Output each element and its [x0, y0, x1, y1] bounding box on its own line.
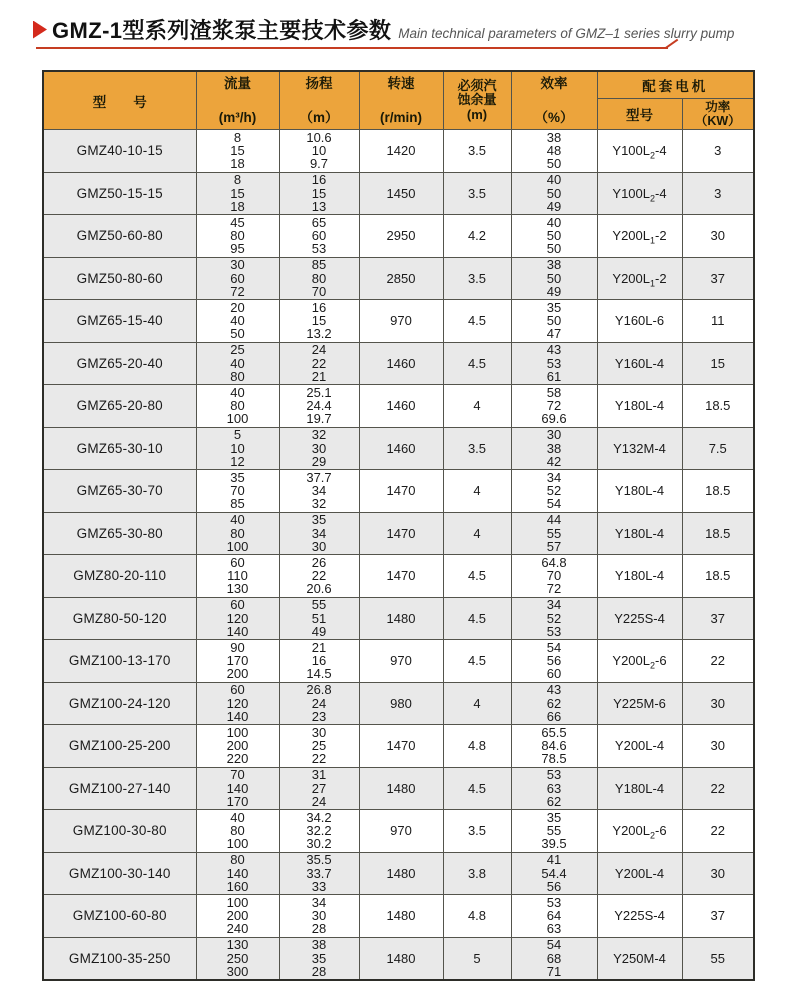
table-row	[43, 130, 754, 173]
npsh-cell: 4.5	[443, 300, 511, 343]
table-row	[43, 385, 754, 428]
motor-model-cell: Y180L-4	[597, 512, 682, 555]
efficiency-cell: 35 50 47	[511, 300, 597, 343]
motor-model-cell: $Y200L_1-2$	[597, 215, 682, 258]
efficiency-cell: 38 48 50	[511, 130, 597, 173]
efficiency-cell: 40 50 50	[511, 215, 597, 258]
speed-cell: 1470	[359, 512, 443, 555]
model-cell: GMZ65-30-80	[43, 512, 196, 555]
efficiency-cell: 30 38 42	[511, 427, 597, 470]
motor-power-cell: 18.5	[682, 512, 754, 555]
motor-power-cell: 7.5	[682, 427, 754, 470]
table-row	[43, 640, 754, 683]
header-speed: 转速 (r/min)	[359, 71, 443, 130]
motor-model-cell: $Y100L_2-4$	[597, 130, 682, 173]
motor-model-cell: Y132M-4	[597, 427, 682, 470]
flow-cell: 8 15 18	[196, 130, 279, 173]
efficiency-cell: 35 55 39.5	[511, 810, 597, 853]
head-cell: 65 60 53	[279, 215, 359, 258]
head-cell: 24 22 21	[279, 342, 359, 385]
header-npsh: 必须汽 蚀余量 (m)	[443, 71, 511, 130]
model-cell: GMZ50-15-15	[43, 172, 196, 215]
head-cell: 55 51 49	[279, 597, 359, 640]
table-row	[43, 342, 754, 385]
efficiency-cell: 43 62 66	[511, 682, 597, 725]
flow-cell: 35 70 85	[196, 470, 279, 513]
table-row	[43, 427, 754, 470]
flow-cell: 90 170 200	[196, 640, 279, 683]
speed-cell: 2850	[359, 257, 443, 300]
efficiency-cell: 64.8 70 72	[511, 555, 597, 598]
head-cell: 31 27 24	[279, 767, 359, 810]
motor-model-cell: Y180L-4	[597, 767, 682, 810]
flow-cell: 40 80 100	[196, 512, 279, 555]
head-cell: 37.7 34 32	[279, 470, 359, 513]
motor-power-cell: 30	[682, 852, 754, 895]
motor-model-cell: Y180L-4	[597, 555, 682, 598]
efficiency-cell: 58 72 69.6	[511, 385, 597, 428]
motor-model-cell: Y180L-4	[597, 385, 682, 428]
efficiency-cell: 38 50 49	[511, 257, 597, 300]
table-row	[43, 852, 754, 895]
motor-model-cell: Y225S-4	[597, 895, 682, 938]
table-header	[43, 71, 754, 130]
motor-power-cell: 30	[682, 725, 754, 768]
efficiency-cell: 53 63 62	[511, 767, 597, 810]
model-cell: GMZ80-20-110	[43, 555, 196, 598]
page-title-english: Main technical parameters of GMZ–1 series slurry pump	[398, 26, 735, 41]
motor-model-cell: Y200L-4	[597, 852, 682, 895]
efficiency-cell: 40 50 49	[511, 172, 597, 215]
speed-cell: 2950	[359, 215, 443, 258]
model-cell: GMZ65-30-10	[43, 427, 196, 470]
header-flow: 流量 (m³/h)	[196, 71, 279, 130]
model-cell: GMZ100-30-80	[43, 810, 196, 853]
table-row	[43, 300, 754, 343]
speed-cell: 970	[359, 300, 443, 343]
header-model: 型 号	[43, 71, 196, 130]
table-body	[43, 130, 754, 981]
model-cell: GMZ50-80-60	[43, 257, 196, 300]
table-row	[43, 767, 754, 810]
motor-power-cell: 22	[682, 810, 754, 853]
speed-cell: 1480	[359, 767, 443, 810]
efficiency-cell: 54 68 71	[511, 937, 597, 980]
npsh-cell: 3.8	[443, 852, 511, 895]
title-bar	[33, 14, 734, 45]
pump-parameters-table	[42, 70, 755, 981]
speed-cell: 1420	[359, 130, 443, 173]
flow-cell: 5 10 12	[196, 427, 279, 470]
efficiency-cell: 44 55 57	[511, 512, 597, 555]
motor-model-cell: Y160L-4	[597, 342, 682, 385]
head-cell: 25.1 24.4 19.7	[279, 385, 359, 428]
speed-cell: 1470	[359, 470, 443, 513]
npsh-cell: 4.2	[443, 215, 511, 258]
efficiency-cell: 65.5 84.6 78.5	[511, 725, 597, 768]
table-row	[43, 937, 754, 980]
head-cell: 10.6 10 9.7	[279, 130, 359, 173]
head-cell: 38 35 28	[279, 937, 359, 980]
model-cell: GMZ65-30-70	[43, 470, 196, 513]
efficiency-cell: 34 52 54	[511, 470, 597, 513]
npsh-cell: 4	[443, 512, 511, 555]
flow-cell: 8 15 18	[196, 172, 279, 215]
speed-cell: 1460	[359, 342, 443, 385]
motor-model-cell: Y225M-6	[597, 682, 682, 725]
npsh-cell: 4.5	[443, 640, 511, 683]
speed-cell: 970	[359, 810, 443, 853]
npsh-cell: 4	[443, 470, 511, 513]
title-underline	[36, 47, 668, 49]
npsh-cell: 3.5	[443, 427, 511, 470]
speed-cell: 1470	[359, 725, 443, 768]
efficiency-cell: 34 52 53	[511, 597, 597, 640]
flow-cell: 60 120 140	[196, 597, 279, 640]
efficiency-cell: 54 56 60	[511, 640, 597, 683]
motor-power-cell: 55	[682, 937, 754, 980]
motor-power-cell: 18.5	[682, 470, 754, 513]
header-motor-model: 型号	[597, 98, 682, 129]
speed-cell: 1450	[359, 172, 443, 215]
head-cell: 21 16 14.5	[279, 640, 359, 683]
npsh-cell: 4.5	[443, 555, 511, 598]
head-cell: 34.2 32.2 30.2	[279, 810, 359, 853]
speed-cell: 1480	[359, 937, 443, 980]
table-row	[43, 725, 754, 768]
head-cell: 30 25 22	[279, 725, 359, 768]
model-cell: GMZ65-20-80	[43, 385, 196, 428]
flow-cell: 60 120 140	[196, 682, 279, 725]
motor-power-cell: 37	[682, 597, 754, 640]
table-row	[43, 257, 754, 300]
speed-cell: 1480	[359, 895, 443, 938]
motor-model-cell: Y200L-4	[597, 725, 682, 768]
table-row	[43, 895, 754, 938]
efficiency-cell: 43 53 61	[511, 342, 597, 385]
flow-cell: 130 250 300	[196, 937, 279, 980]
npsh-cell: 5	[443, 937, 511, 980]
head-cell: 35 34 30	[279, 512, 359, 555]
motor-power-cell: 30	[682, 682, 754, 725]
efficiency-cell: 53 64 63	[511, 895, 597, 938]
motor-power-cell: 30	[682, 215, 754, 258]
header-motor-power: 功率 （KW）	[682, 98, 754, 129]
model-cell: GMZ80-50-120	[43, 597, 196, 640]
efficiency-cell: 41 54.4 56	[511, 852, 597, 895]
motor-power-cell: 37	[682, 257, 754, 300]
table-row	[43, 512, 754, 555]
motor-power-cell: 18.5	[682, 555, 754, 598]
table-row	[43, 555, 754, 598]
flow-cell: 40 80 100	[196, 810, 279, 853]
flow-cell: 25 40 80	[196, 342, 279, 385]
speed-cell: 1480	[359, 852, 443, 895]
model-cell: GMZ100-25-200	[43, 725, 196, 768]
flow-cell: 60 110 130	[196, 555, 279, 598]
motor-power-cell: 37	[682, 895, 754, 938]
flow-cell: 70 140 170	[196, 767, 279, 810]
head-cell: 16 15 13.2	[279, 300, 359, 343]
motor-power-cell: 22	[682, 767, 754, 810]
head-cell: 32 30 29	[279, 427, 359, 470]
speed-cell: 980	[359, 682, 443, 725]
flow-cell: 30 60 72	[196, 257, 279, 300]
motor-model-cell: Y160L-6	[597, 300, 682, 343]
model-cell: GMZ50-60-80	[43, 215, 196, 258]
motor-model-cell: Y250M-4	[597, 937, 682, 980]
speed-cell: 1460	[359, 427, 443, 470]
model-cell: GMZ100-27-140	[43, 767, 196, 810]
motor-power-cell: 3	[682, 130, 754, 173]
motor-power-cell: 3	[682, 172, 754, 215]
npsh-cell: 3.5	[443, 257, 511, 300]
flow-cell: 40 80 100	[196, 385, 279, 428]
header-motor-group: 配套电机	[597, 71, 754, 98]
motor-power-cell: 22	[682, 640, 754, 683]
head-cell: 16 15 13	[279, 172, 359, 215]
table-row	[43, 172, 754, 215]
table-row	[43, 470, 754, 513]
table-row	[43, 215, 754, 258]
npsh-cell: 4.5	[443, 767, 511, 810]
header-head: 扬程 （m）	[279, 71, 359, 130]
flow-cell: 45 80 95	[196, 215, 279, 258]
table-row	[43, 682, 754, 725]
table-row	[43, 810, 754, 853]
head-cell: 35.5 33.7 33	[279, 852, 359, 895]
npsh-cell: 4.5	[443, 597, 511, 640]
model-cell: GMZ100-60-80	[43, 895, 196, 938]
model-cell: GMZ100-24-120	[43, 682, 196, 725]
table-row	[43, 597, 754, 640]
speed-cell: 1480	[359, 597, 443, 640]
npsh-cell: 4.5	[443, 342, 511, 385]
motor-model-cell: $Y200L_2-6$	[597, 810, 682, 853]
npsh-cell: 4.8	[443, 895, 511, 938]
model-cell: GMZ65-20-40	[43, 342, 196, 385]
head-cell: 85 80 70	[279, 257, 359, 300]
npsh-cell: 4	[443, 385, 511, 428]
model-cell: GMZ65-15-40	[43, 300, 196, 343]
flow-cell: 100 200 220	[196, 725, 279, 768]
red-arrow-icon	[33, 21, 47, 39]
model-cell: GMZ100-35-250	[43, 937, 196, 980]
npsh-cell: 4	[443, 682, 511, 725]
header-efficiency: 效率 （%）	[511, 71, 597, 130]
motor-power-cell: 15	[682, 342, 754, 385]
motor-power-cell: 11	[682, 300, 754, 343]
head-cell: 26.8 24 23	[279, 682, 359, 725]
flow-cell: 20 40 50	[196, 300, 279, 343]
head-cell: 34 30 28	[279, 895, 359, 938]
page-title: GMZ-1型系列渣浆泵主要技术参数	[52, 18, 392, 43]
npsh-cell: 3.5	[443, 130, 511, 173]
head-cell: 26 22 20.6	[279, 555, 359, 598]
motor-model-cell: Y225S-4	[597, 597, 682, 640]
speed-cell: 1470	[359, 555, 443, 598]
npsh-cell: 3.5	[443, 172, 511, 215]
flow-cell: 80 140 160	[196, 852, 279, 895]
model-cell: GMZ40-10-15	[43, 130, 196, 173]
motor-model-cell: $Y100L_2-4$	[597, 172, 682, 215]
speed-cell: 1460	[359, 385, 443, 428]
motor-model-cell: $Y200L_1-2$	[597, 257, 682, 300]
motor-model-cell: $Y200L_2-6$	[597, 640, 682, 683]
speed-cell: 970	[359, 640, 443, 683]
model-cell: GMZ100-30-140	[43, 852, 196, 895]
npsh-cell: 4.8	[443, 725, 511, 768]
motor-model-cell: Y180L-4	[597, 470, 682, 513]
flow-cell: 100 200 240	[196, 895, 279, 938]
motor-power-cell: 18.5	[682, 385, 754, 428]
model-cell: GMZ100-13-170	[43, 640, 196, 683]
npsh-cell: 3.5	[443, 810, 511, 853]
